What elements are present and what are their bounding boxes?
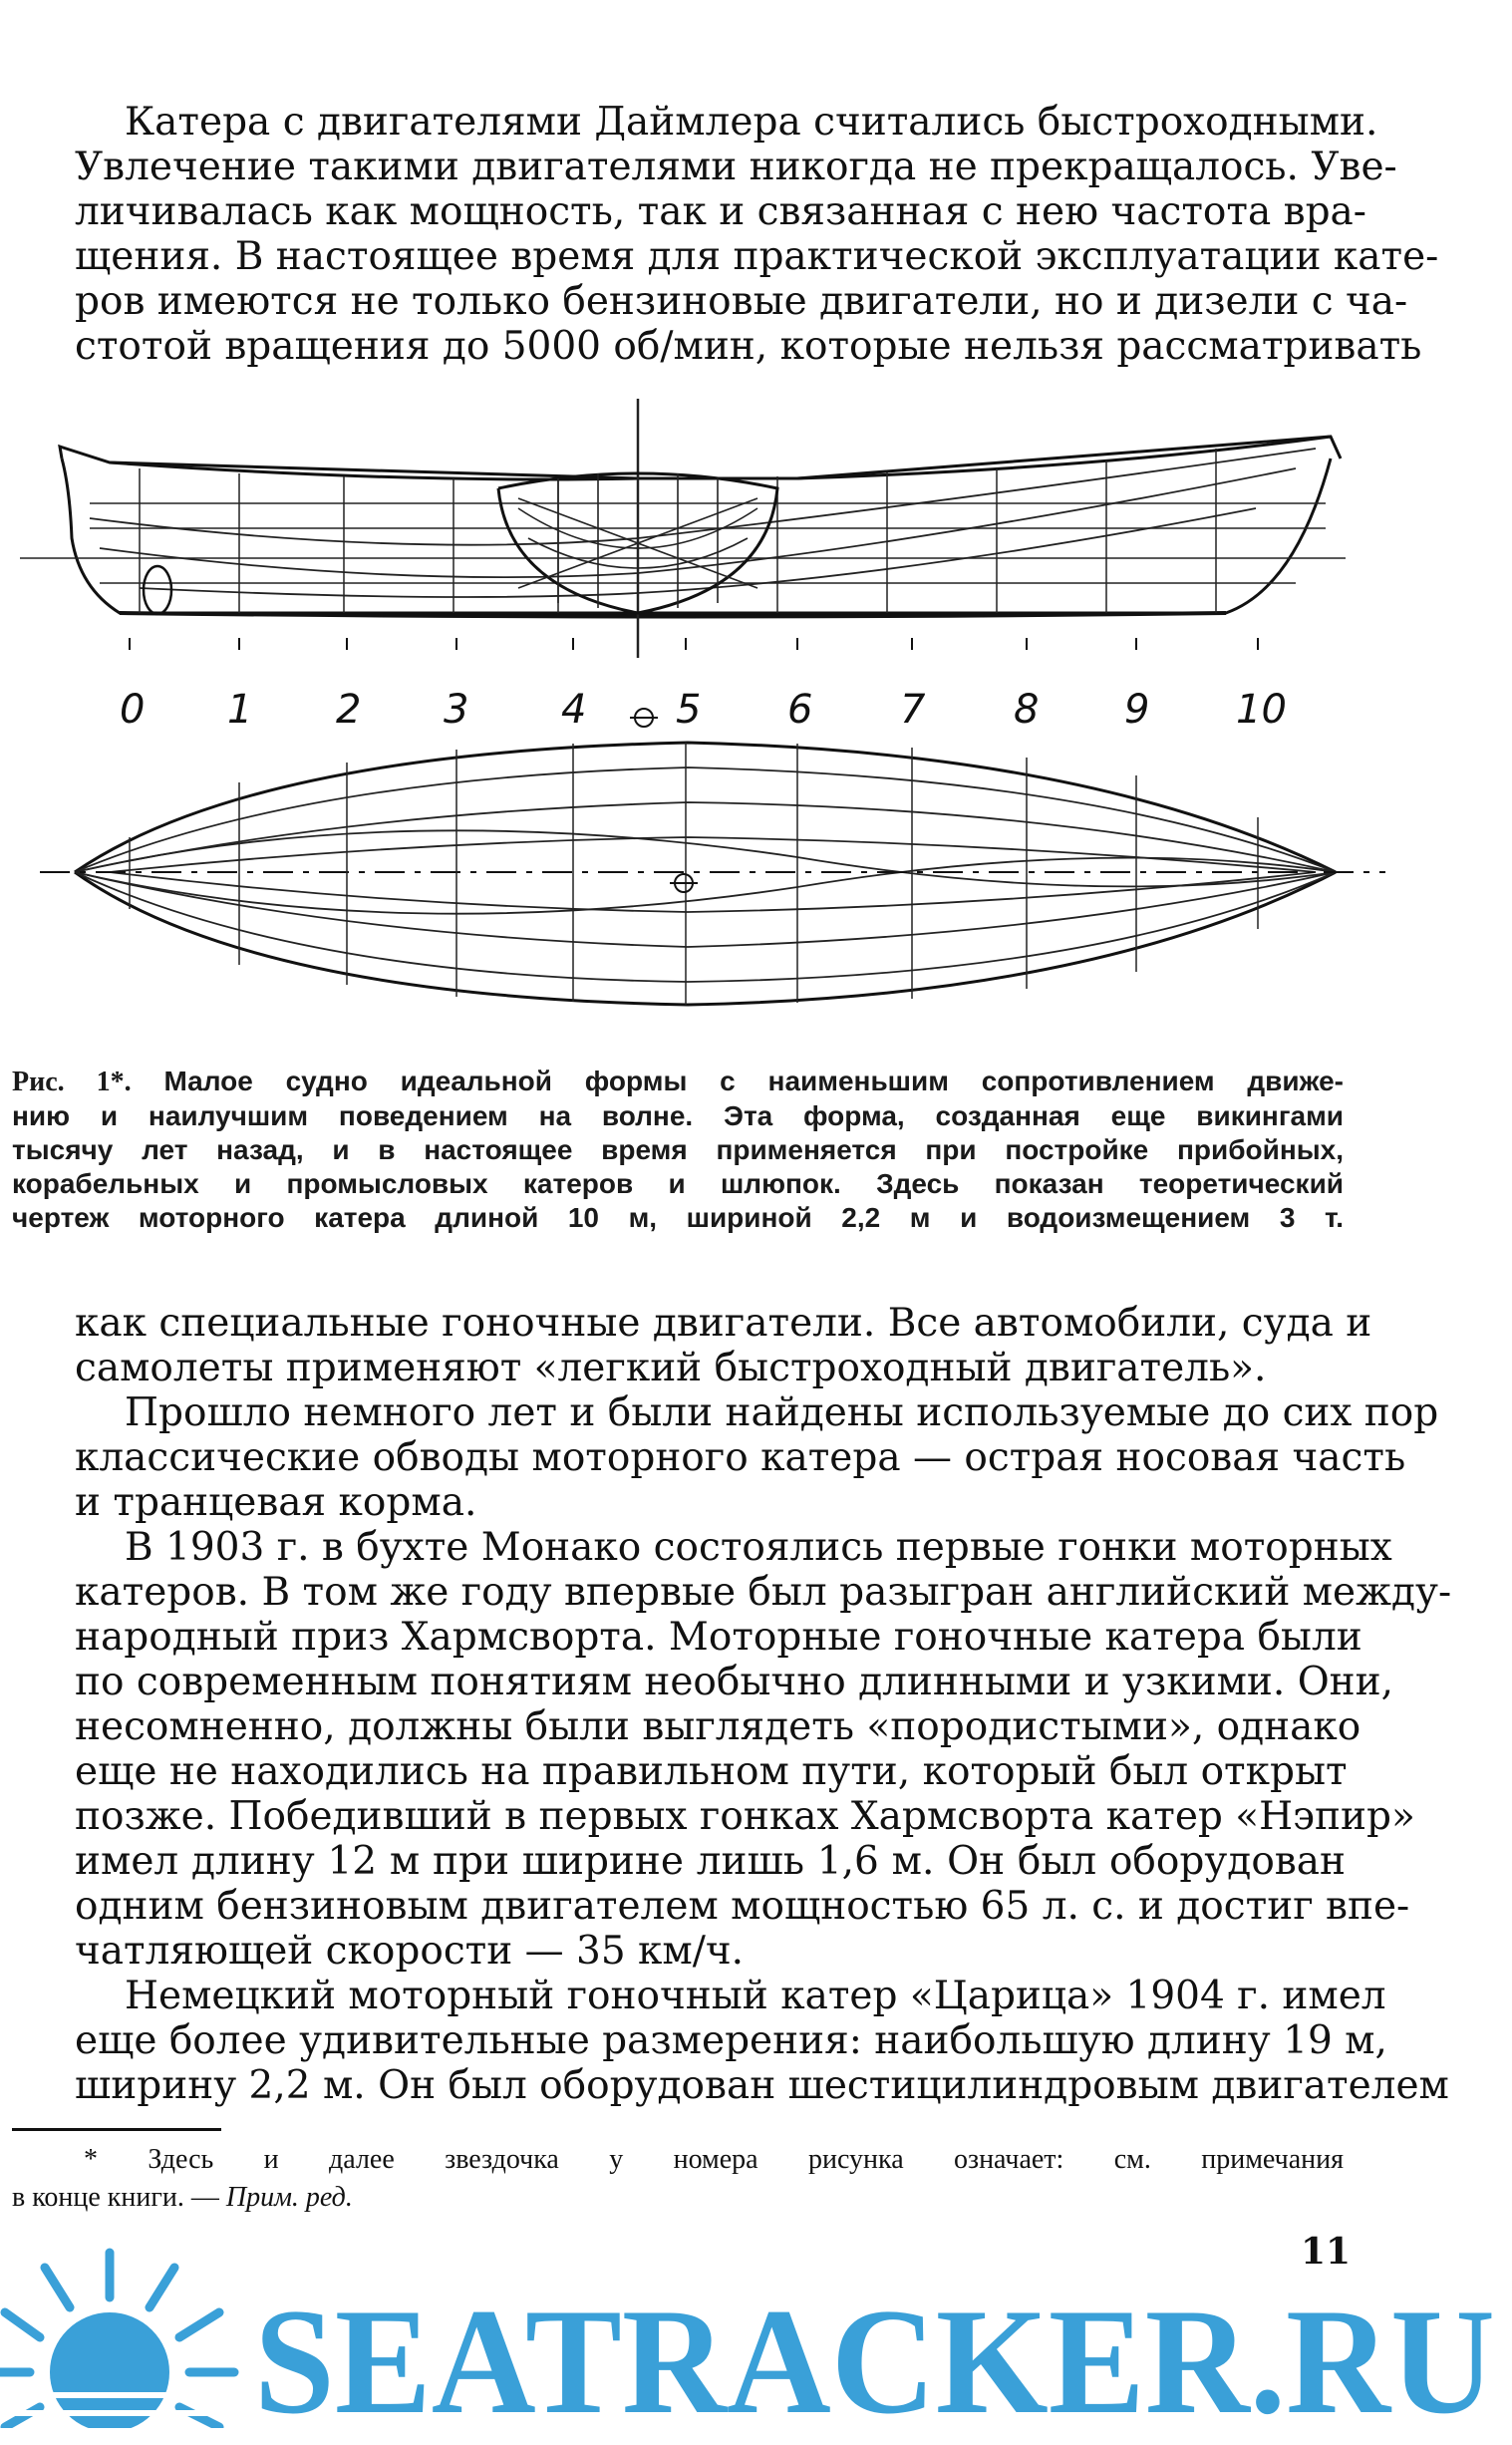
paragraph-4 — [75, 1974, 1449, 2108]
text-line: Немецкий моторный гоночный катер «Царица» 1904 г. имел — [125, 1974, 1386, 2018]
text-line: по современным понятиям необычно длинными и узкими. Они, — [75, 1660, 1394, 1704]
text-line: классические обводы моторного катера — острая носовая часть — [75, 1435, 1406, 1480]
text-line: чатляющей скорости — 35 км/ч. — [75, 1929, 745, 1974]
text-line: В 1903 г. в бухте Монако состоялись первые гонки моторных — [125, 1525, 1392, 1570]
text-line: Увлечение такими двигателями никогда не прекращалось. Уве- — [75, 145, 1397, 189]
text-line: самолеты применяют «легкий быстроходный двигатель». — [75, 1346, 1267, 1390]
station-label-5: 5 — [676, 687, 702, 733]
text-line: еще более удивительные размерения: наибольшую длину 19 м, — [75, 2018, 1387, 2063]
paragraph-top — [75, 100, 1439, 369]
text-line: личивалась как мощность, так и связанная с нею частота вра- — [75, 189, 1366, 234]
caption-line: тысячу лет назад, и в настоящее время применяется при постройке прибойных, — [12, 1134, 1344, 1165]
text-line: несомненно, должны были выглядеть «породистыми», однако — [75, 1704, 1361, 1749]
station-label-4: 4 — [561, 687, 587, 733]
text-line: ширину 2,2 м. Он был оборудован шестицилиндровым двигателем — [75, 2063, 1449, 2108]
caption-line: корабельных и промысловых катеров и шлюпок. Здесь показан теоретический — [12, 1168, 1344, 1199]
station-label-8: 8 — [1014, 687, 1040, 733]
text-line: как специальные гоночные двигатели. Все автомобили, суда и — [75, 1301, 1372, 1346]
watermark-text: SEATRACKER.RU — [254, 2278, 1495, 2445]
text-line: одним бензиновым двигателем мощностью 65 л. с. и достиг впе- — [75, 1884, 1410, 1929]
caption-line — [12, 1065, 1344, 1099]
text-line: щения. В настоящее время для практической эксплуатации кате- — [75, 234, 1439, 279]
paragraph-3 — [75, 1525, 1452, 1974]
caption-text: Малое судно идеальной формы с наименьшим сопротивлением движе- — [163, 1066, 1344, 1096]
text-line: ров имеются не только бензиновые двигатели, но и дизели с ча- — [75, 279, 1408, 324]
caption-label: Рис. 1*. — [12, 1067, 132, 1097]
text-line: позже. Победивший в первых гонках Хармсворта катер «Нэпир» — [75, 1794, 1415, 1839]
footnote-line: * Здесь и далее звездочка у номера рисунка означает: см. примечания — [84, 2144, 1344, 2175]
text-line: еще не находились на правильном пути, который был открыт — [75, 1749, 1348, 1794]
station-label-6: 6 — [787, 687, 813, 733]
hull-profile-drawing — [0, 389, 1512, 658]
sun-icon — [0, 2253, 239, 2434]
paragraph-2 — [75, 1390, 1439, 1525]
page-number: 11 — [1301, 2231, 1352, 2273]
figure-caption — [12, 1065, 1344, 1235]
watermark — [0, 2243, 1512, 2445]
text-line: народный приз Хармсворта. Моторные гоночные катера были — [75, 1615, 1362, 1660]
text-line: и транцевая корма. — [75, 1480, 477, 1525]
text-line: Катера с двигателями Даймлера считались быстроходными. — [125, 100, 1378, 145]
station-label-1: 1 — [227, 687, 253, 733]
footnote-rule — [12, 2128, 221, 2131]
footnote-line — [12, 2179, 1344, 2217]
station-label-0: 0 — [120, 687, 146, 733]
footnote-note: Прим. ред. — [225, 2182, 353, 2213]
footnote-text: в конце книги. — — [12, 2182, 219, 2213]
text-line: катеров. В том же году впервые был разыгран английский между- — [75, 1570, 1452, 1615]
text-line: имел длину 12 м при ширине лишь 1,6 м. Он был оборудован — [75, 1839, 1346, 1884]
text-line: стотой вращения до 5000 об/мин, которые нельзя рассматривать — [75, 324, 1422, 369]
paragraph-continued — [75, 1301, 1372, 1390]
station-label-10: 10 — [1236, 687, 1287, 733]
caption-line: чертеж моторного катера длиной 10 м, шириной 2,2 м и водоизмещением 3 т. — [12, 1202, 1344, 1233]
station-labels — [0, 678, 1512, 738]
hull-plan-drawing — [0, 738, 1512, 1037]
caption-line: нию и наилучшим поведением на волне. Эта форма, созданная еще викингами — [12, 1100, 1344, 1131]
station-label-9: 9 — [1124, 687, 1150, 733]
station-label-7: 7 — [900, 687, 926, 733]
station-label-2: 2 — [336, 687, 362, 733]
footnote — [12, 2141, 1344, 2217]
station-label-3: 3 — [444, 687, 469, 733]
text-line: Прошло немного лет и были найдены используемые до сих пор — [125, 1390, 1439, 1435]
